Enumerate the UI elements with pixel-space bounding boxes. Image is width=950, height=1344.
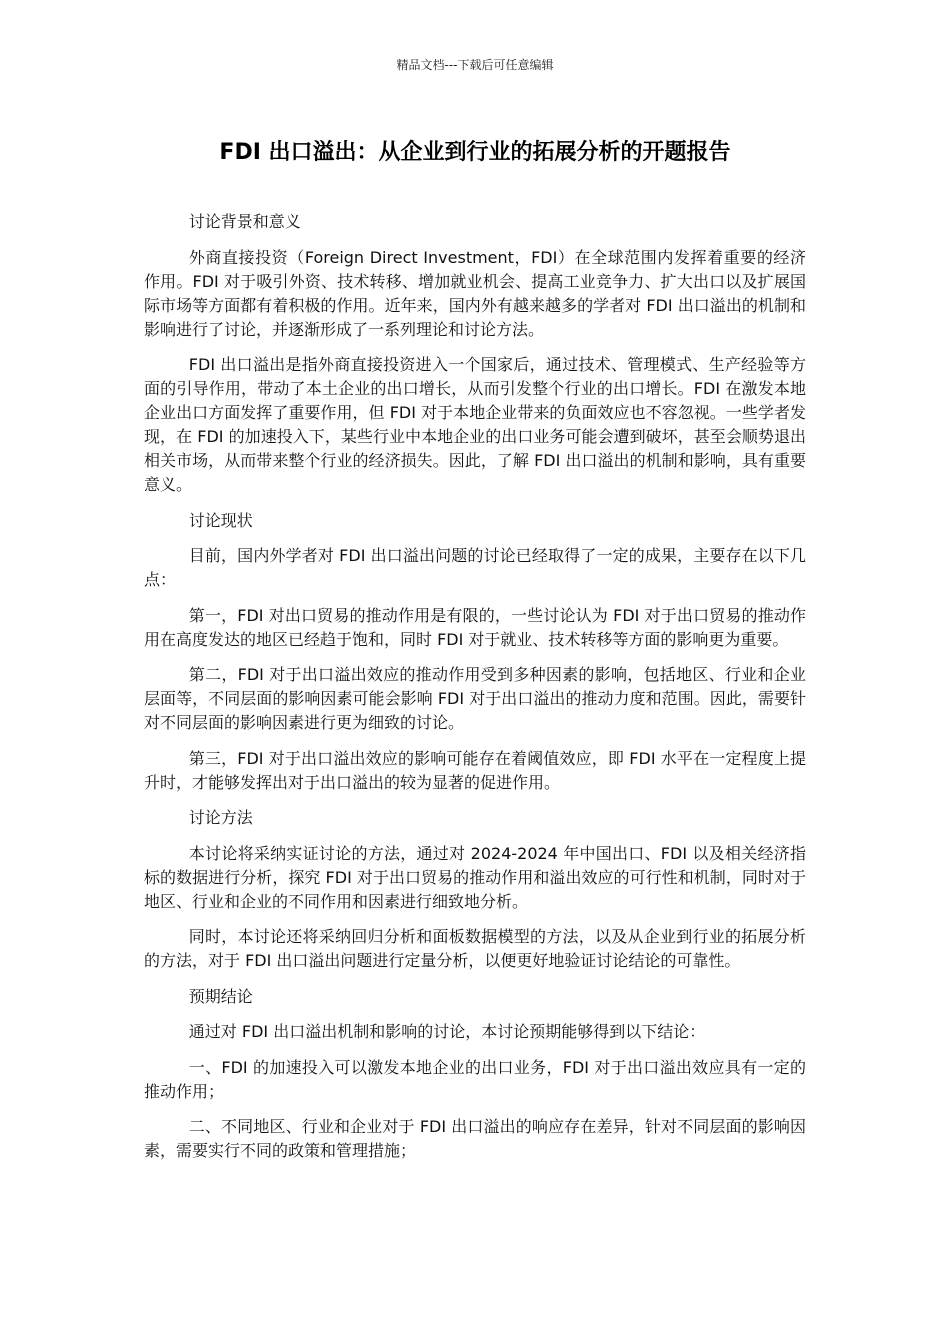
document-body bbox=[144, 210, 806, 1175]
paragraph: 一、FDI 的加速投入可以激发本地企业的出口业务，FDI 对于出口溢出效应具有一定的推动作用； bbox=[144, 1057, 806, 1101]
paragraph: 同时，本讨论还将采纳回归分析和面板数据模型的方法，以及从企业到行业的拓展分析的方法，对于 FDI 出口溢出问题进行定量分析，以便更好地验证讨论结论的可靠性。 bbox=[144, 927, 806, 970]
paragraph: 目前，国内外学者对 FDI 出口溢出问题的讨论已经取得了一定的成果，主要存在以下几点： bbox=[144, 546, 806, 589]
paragraph: 通过对 FDI 出口溢出机制和影响的讨论，本讨论预期能够得到以下结论： bbox=[188, 1022, 706, 1041]
section-heading-background: 讨论背景和意义 bbox=[188, 212, 301, 231]
paragraph: FDI 出口溢出是指外商直接投资进入一个国家后，通过技术、管理模式、生产经验等方面的引导作用，带动了本土企业的出口增长，从而引发整个行业的出口增长。FDI 在激发本地企业出口方面发挥了重要作用，但 FDI 对于本地企业带来的负面效应也不容忽视。一些学者发现，在 FDI 的加速投入下，某些行业中本地企业的出口业务可能会遭到破坏，甚至会顺势退出相关市场，从而带来整个行业的经济损失。因此，了解 FDI 出口溢出的机制和影响，具有重要意义。 bbox=[144, 355, 806, 494]
paragraph: 外商直接投资（Foreign Direct Investment，FDI）在全球范围内发挥着重要的经济作用。FDI 对于吸引外资、技术转移、增加就业机会、提高工业竞争力、扩大出口以及扩展国际市场等方面都有着积极的作用。近年来，国内外有越来越多的学者对 FDI 出口溢出的机制和影响进行了讨论，并逐渐形成了一系列理论和讨论方法。 bbox=[144, 247, 806, 339]
paragraph: 本讨论将采纳实证讨论的方法，通过对 2024-2024 年中国出口、FDI 以及相关经济指标的数据进行分析，探究 FDI 对于出口贸易的推动作用和溢出效应的可行性和机制，同时对于地区、行业和企业的不同作用和因素进行细致地分析。 bbox=[144, 843, 806, 911]
section-heading-conclusions: 预期结论 bbox=[188, 986, 253, 1006]
document-title: FDI 出口溢出：从企业到行业的拓展分析的开题报告 bbox=[219, 140, 731, 165]
paragraph: 二、不同地区、行业和企业对于 FDI 出口溢出的响应存在差异，针对不同层面的影响因素，需要实行不同的政策和管理措施； bbox=[144, 1117, 806, 1160]
paragraph: 第三，FDI 对于出口溢出效应的影响可能存在着阈值效应，即 FDI 水平在一定程度上提升时，才能够发挥出对于出口溢出的较为显著的促进作用。 bbox=[144, 748, 806, 792]
section-heading-methods: 讨论方法 bbox=[188, 808, 253, 827]
header-watermark: 精品文档---下载后可任意编辑 bbox=[396, 58, 554, 72]
paragraph: 第二，FDI 对于出口溢出效应的推动作用受到多种因素的影响，包括地区、行业和企业层面等，不同层面的影响因素可能会影响 FDI 对于出口溢出的推动力度和范围。因此，需要针对不同层面的影响因素进行更为细致的讨论。 bbox=[144, 665, 806, 732]
section-heading-status: 讨论现状 bbox=[188, 510, 253, 530]
paragraph: 第一，FDI 对出口贸易的推动作用是有限的，一些讨论认为 FDI 对于出口贸易的推动作用在高度发达的地区已经趋于饱和，同时 FDI 对于就业、技术转移等方面的影响更为重要。 bbox=[144, 605, 806, 649]
